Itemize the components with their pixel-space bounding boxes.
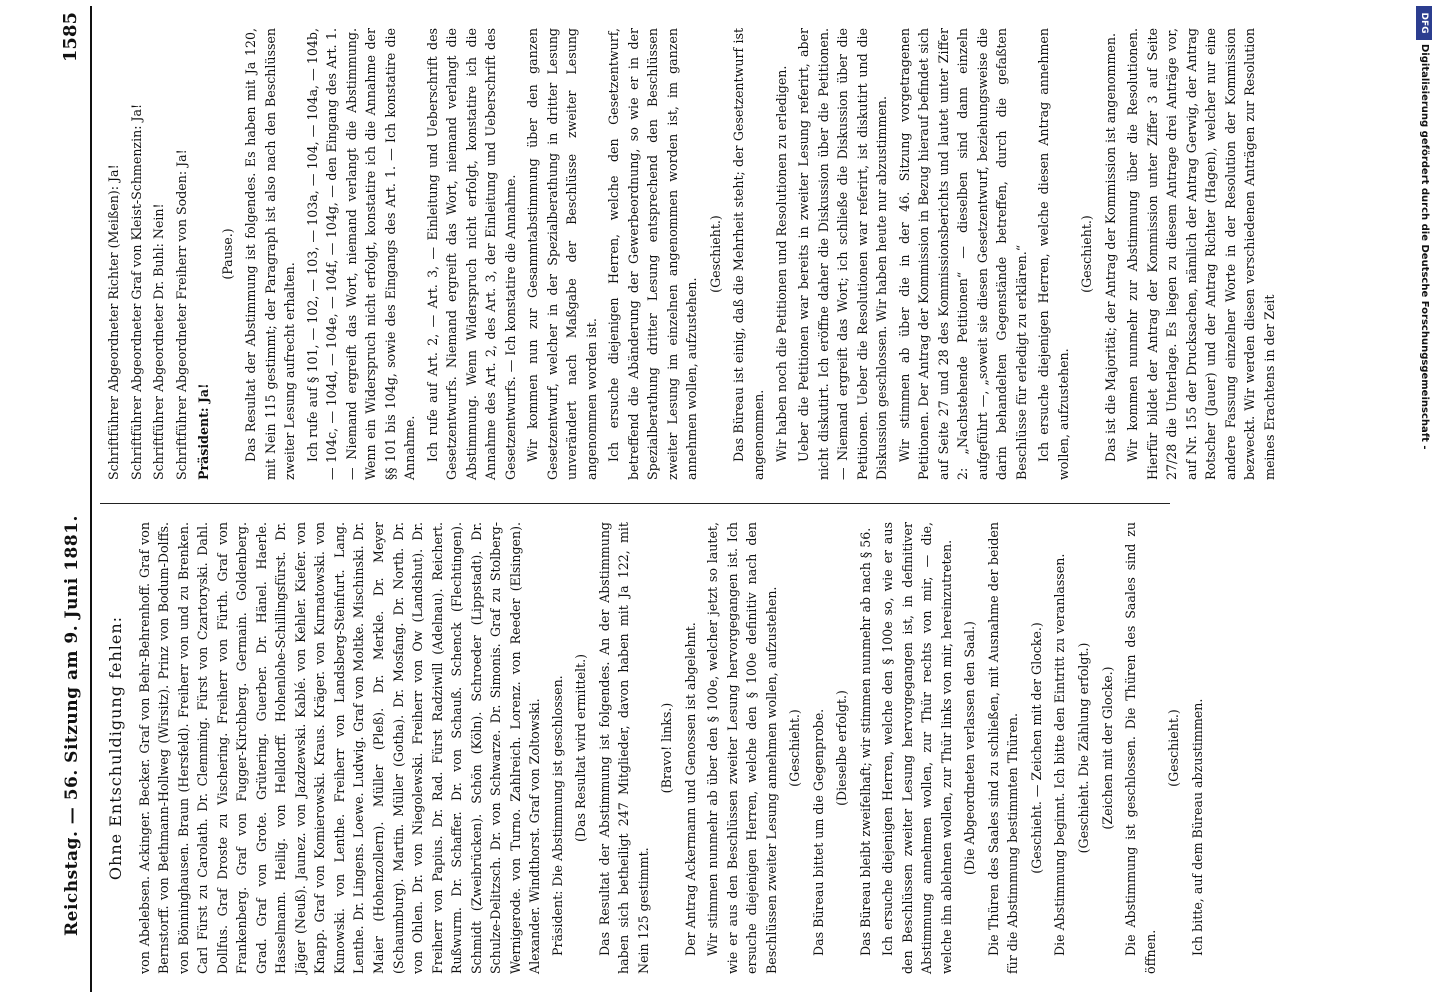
paragraph: Präsident: Ja!	[196, 383, 212, 480]
paragraph: Das ist die Majorität; der Antrag der Kommission ist angenommen.	[1102, 33, 1118, 462]
stage-direction: (Dieselbe erfolgt.)	[834, 690, 850, 806]
paragraph: Ich ersuche diejenigen Herren, welche den § 100e so, wie er aus den Beschlüssen zweiter Lesung hervorgegangen ist, in definitiver Abstimmung annehmen wollen, zur Thür rechts von mir, — die, welche ihn ablehnen wollen, zur Thür links von mir, hereinzutreten.	[880, 522, 954, 974]
paragraph: Ich ersuche diejenigen Herren, welche den Gesetzentwurf, betreffend die Abänderung der Gewerbeordnung, so wie er in der Spezialberathung dritter Lesung entsprechend den Beschlüssen zweiter Lesung im einzelnen angenommen worden ist, im ganzen annehmen wollen, aufzustehen.	[606, 28, 700, 480]
absent-heading: Ohne Entschuldigung fehlen:	[106, 615, 125, 881]
paragraph: Schriftführer Abgeordneter Richter (Meißen): Ja!	[106, 164, 121, 480]
paragraph: Ich rufe auf § 101, — 102, — 103, — 103a, — 104, — 104a, — 104b, — 104c, — 104d, — 104e, — 104f, — 104g, — den Eingang des Art. 1. — Niemand ergreift das Wort, niemand verlangt die Abstimmung. Wenn ein Widerspruch nicht erfolgt, konstatire ich die Annahme der §§ 101 bis 104g, sowie des Eingangs des Art. 1. — Ich konstatire die Annahme.	[304, 28, 418, 480]
paragraph: Wir stimmen nunmehr ab über den § 100e, welcher jetzt so lautet, wie er aus den Beschlüssen zweiter Lesung hervorgegangen ist. Ich ersuche diejenigen Herren, welche den § 100e definitiv nach den Beschlüssen zweiter Lesung annehmen wollen, aufzustehen.	[705, 522, 779, 974]
stage-direction: (Geschieht.)	[707, 215, 723, 293]
paragraph: Wir stimmen ab über die in der 46. Sitzung vorgetragenen Petitionen. Der Antrag der Kommission in Bezug hierauf befindet sich auf Seite 27 und 28 des Kommissionsberichts und lautet unter Ziffer 2: „Nachstehende Petitionen“ — dieselben sind dann einzeln aufgeführt —, „soweit sie diesen Gesetzentwurf, beziehungsweise die darin behandelten Gegenstände betreffen, durch die gefaßten Beschlüsse für erledigt zu erklären.“	[896, 28, 1029, 480]
right-column	[104, 28, 1277, 480]
funding-note	[1416, 44, 1432, 994]
paragraph: Wir kommen nun zur Gesammtabstimmung über den ganzen Gesetzentwurf, welcher in der Spezialberathung in dritter Lesung unverändert nach Maßgabe der Beschlüsse zweiter Lesung angenommen worden ist.	[525, 28, 599, 480]
stage-direction: (Zeichen mit der Glocke.)	[1099, 666, 1115, 830]
stage-direction: (Geschieht. Die Zählung erfolgt.)	[1076, 642, 1091, 854]
stage-direction: (Die Abgeordneten verlassen den Saal.)	[962, 621, 978, 875]
paragraph: Das Resultat der Abstimmung ist folgendes. An der Abstimmung haben sich betheiligt 247 Mitglieder, davon haben mit Ja 122, mit Nein 125 gestimmt.	[596, 522, 651, 974]
page-header-title: Reichstag. — 56. Sitzung am 9. Juni 1881.	[62, 515, 82, 936]
page-number: 1585	[60, 12, 81, 63]
paragraph: Die Abstimmung beginnt. Ich bitte den Eintritt zu veranlassen.	[1052, 553, 1068, 956]
funding-note-text: Digitalisierung gefördert durch die Deutsche Forschungsgemeinschaft -	[1419, 44, 1430, 450]
paragraph: Schriftführer Abgeordneter Dr. Buhl: Nein!	[151, 203, 167, 480]
dfg-logo-label: DFG	[1419, 12, 1429, 34]
stage-direction: (Pause.)	[219, 228, 235, 280]
stage-direction: (Geschieht.)	[1166, 709, 1182, 787]
left-column	[104, 522, 1244, 974]
stage-direction: (Geschieht. — Zeichen mit der Glocke.)	[1028, 622, 1044, 874]
paragraph: Ueber die Petitionen war bereits in zweiter Lesung referirt, aber nicht diskutirt. Ich eröffne daher die Diskussion über die Petitionen. — Niemand ergreift das Wort; ich schließe die Diskussion über die Petitionen. Ueber die Resolutionen war referirt, ist diskutirt und die Diskussion geschlossen. Wir haben heute nur abzustimmen.	[796, 28, 890, 480]
running-head	[56, 6, 92, 992]
paragraph: Präsident: Die Abstimmung ist geschlossen.	[549, 675, 565, 956]
paragraph: Das Resultat der Abstimmung ist folgendes. Es haben mit Ja 120, mit Nein 115 gestimmt; der Paragraph ist also nach den Beschlüssen zweiter Lesung aufrecht erhalten.	[243, 28, 298, 480]
paragraph: Das Büreau bittet um die Gegenprobe.	[810, 708, 826, 956]
paragraph: Der Antrag Ackermann und Genossen ist abgelehnt.	[682, 622, 698, 956]
paragraph: Ich bitte, auf dem Büreau abzustimmen.	[1189, 698, 1205, 956]
column-divider	[100, 503, 1170, 504]
paragraph: Wir kommen nunmehr zur Abstimmung über die Resolutionen. Hierfür bildet der Antrag der Kommission unter Ziffer 3 auf Seite 27/28 die Unterlage. Es liegen zu diesem Antrage drei Anträge vor, auf Nr. 155 der Drucksachen, nämlich der Antrag Gerwig, der Antrag Rotscher (Jauer) und der Antrag Richter (Hagen), welcher nur eine andere Fassung einzelner Worte in der Resolution der Kommission bezweckt. Wir werden diesen verschiedenen Anträgen zur Resolution meines Erachtens in der Zeit	[1125, 28, 1277, 480]
paragraph: Schriftführer Abgeordneter Freiherr von Soden: Ja!	[173, 149, 189, 480]
paragraph: Ich rufe auf Art. 2, — Art. 3, — Einleitung und Ueberschrift des Gesetzentwurfs. Niemand ergreift das Wort, niemand verlangt die Abstimmung. Wenn Widerspruch nicht erfolgt, konstatire ich die Annahme des Art. 2, des Art. 3, der Einleitung und Ueberschrift des Gesetzentwurfs. — Ich konstatire die Annahme.	[424, 28, 518, 480]
stage-direction: (Das Resultat wird ermittelt.)	[573, 653, 589, 843]
paragraph: Das Büreau ist einig, daß die Mehrheit steht; der Gesetzentwurf ist angenommen.	[731, 28, 766, 480]
paragraph: Schriftführer Abgeordneter Graf von Kleist-Schmenzin: Ja!	[128, 103, 144, 480]
stage-direction: (Geschieht.)	[1079, 215, 1095, 293]
paragraph: Die Thüren des Saales sind zu schließen, mit Ausnahme der beiden für die Abstimmung bestimmten Thüren.	[985, 522, 1021, 974]
dfg-logo	[1416, 6, 1432, 40]
stage-direction: (Geschieht.)	[787, 709, 803, 787]
paragraph: Wir haben noch die Petitionen und Resolutionen zu erledigen.	[773, 65, 789, 462]
paragraph: Das Büreau bleibt zweifelhaft; wir stimmen nunmehr ab nach § 56.	[857, 527, 873, 956]
stage-direction: (Bravo! links.)	[659, 702, 675, 794]
paragraph: Die Abstimmung ist geschlossen. Die Thüren des Saales sind zu öffnen.	[1123, 522, 1158, 974]
absent-list: von Abelebsen. Ackinger. Becker. Graf von Behr-Behrenhoff. Graf von Bernstorff. von Bethmann-Hollweg (Wirsitz). Prinz von Bodum-Dolffs. von Bönninghausen. Braun (Hersfeld). Freiherr von und zu Brenken. Carl Fürst zu Carolath. Dr. Clemming. Fürst von Czartoryski. Dahl. Dollfus. Graf Droste zu Vischering. Freiherr von Fürth. Graf von Frankenberg. Graf von Fugger-Kirchberg. Germain. Goldenberg. Grad. Graf von Grote. Grütering. Guerber. Dr. Hänel. Haerle. Hasselmann. Heilig. von Helldorff. Hohenlohe-Schillingsfürst. Dr. Jäger (Neuß). Jaunez. von Jazdzewski. Kablé. von Kehler. Kiefer. von Knapp. Graf von Komierowski. Kraus. Kräger. von Kurnatowski. von Kunowski. von Lenthe. Freiherr von Landsberg-Steinfurt. Lang. Lenthe. Dr. Lingens. Loewe. Ludwig. Graf von Moltke. Mischinski. Dr. Maier (Hohenzollern). Müller (Pleß). Dr. Merkle. Dr. Meyer (Schaumburg). Martin. Müller (Gotha). Dr. Mosfang. Dr. North. Dr. von Ohlen. Dr. von Niegolewski. Freiherr von Ow (Landshut). Dr. Freiherr von Papius. Dr. Rad. Fürst Radziwill (Adelnau). Reichert. Rußwurm. Dr. Schaffer. Dr. von Schauß. Schenck (Flechtingen). Schmidt (Zweibrücken). Schön (Köln). Schroeder (Lippstadt). Dr. Schulze-Delitzsch. Dr. von Schwarze. Dr. Simonis. Graf zu Stolberg-Wernigerode. von Turno. Zahlreich. Lorenz. von Reeder (Elsingen). Alexander. Windthorst. Graf von Zoltowski.	[136, 522, 543, 974]
paragraph: Ich ersuche diejenigen Herren, welche diesen Antrag annehmen wollen, aufzustehen.	[1036, 28, 1071, 480]
